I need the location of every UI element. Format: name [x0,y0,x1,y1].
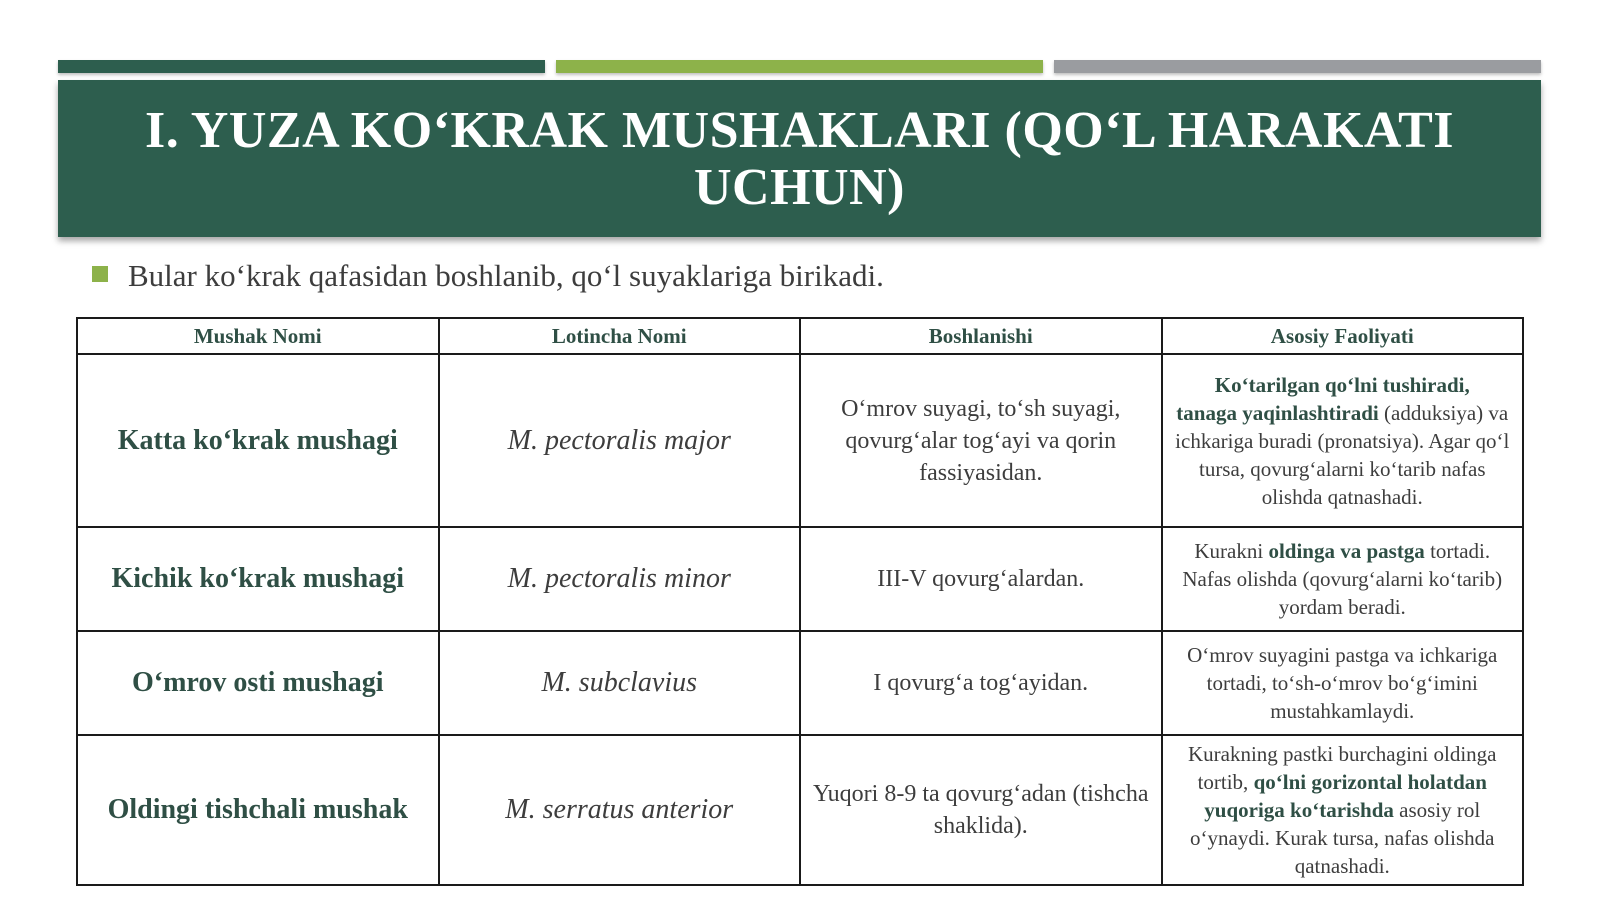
table-row [77,631,1523,735]
function-text: (adduksiya) va ichkariga buradi (pronatsiya). Agar qo‘l tursa, qovurg‘alarni ko‘tarib nafas olishda qatnashadi. [1175,400,1510,509]
accent-bar-dark-green [58,60,545,73]
function-bold: qo‘lni gorizontal holatdan yuqoriga ko‘tarishda [1204,770,1487,822]
origin: Yuqori 8-9 ta qovurg‘adan (tishcha shaklida). [800,735,1162,885]
slide-title: I. YUZA KO‘KRAK MUSHAKLARI (QO‘L HARAKATI UCHUN) [144,101,1455,216]
muscle-name: Kichik ko‘krak mushagi [77,527,439,631]
latin-name: M. serratus anterior [439,735,801,885]
muscle-name: Katta ko‘krak mushagi [77,354,439,527]
latin-name: M. pectoralis major [439,354,801,527]
function [1162,631,1524,735]
function-bold: tanaga yaqinlashtiradi [1176,400,1379,425]
function-text: Kurakni [1194,539,1269,563]
function-bold: Ko‘tarilgan qo‘lni tushiradi, [1214,372,1470,397]
table-row [77,354,1523,527]
origin: O‘mrov suyagi, to‘sh suyagi, qovurg‘alar tog‘ayi va qorin fassiyasidan. [800,354,1162,527]
table-row [77,527,1523,631]
header-muscle-name: Mushak Nomi [77,318,439,354]
origin: I qovurg‘a tog‘ayidan. [800,631,1162,735]
latin-name: M. pectoralis minor [439,527,801,631]
table-header-row [77,318,1523,354]
bullet-text: Bular ko‘krak qafasidan boshlanib, qo‘l suyaklariga birikadi. [128,258,884,293]
function [1162,527,1524,631]
muscle-name: Oldingi tishchali mushak [77,735,439,885]
function-text: Kurakning pastki burchagini oldinga tortib, [1187,742,1497,794]
accent-bar-light-green [556,60,1043,73]
function [1162,735,1524,885]
function [1162,354,1524,527]
bullet-item [92,258,884,294]
header-function: Asosiy Faoliyati [1162,318,1524,354]
origin: III-V qovurg‘alardan. [800,527,1162,631]
bullet-square-icon [92,266,108,282]
function-text: O‘mrov suyagini pastga va ichkariga tortadi, to‘sh-o‘mrov bo‘g‘imini mustahkamlaydi. [1187,643,1498,723]
table-row [77,735,1523,885]
muscle-name: O‘mrov osti mushagi [77,631,439,735]
accent-bar-gray [1054,60,1541,73]
latin-name: M. subclavius [439,631,801,735]
muscles-table [76,317,1524,886]
title-band [58,80,1541,237]
function-bold: oldinga va pastga [1268,539,1425,563]
function-text: tortadi. Nafas olishda (qovurg‘alarni ko‘tarib) yordam beradi. [1182,539,1503,619]
function-text: asosiy rol o‘ynaydi. Kurak tursa, nafas olishda qatnashadi. [1190,798,1495,878]
header-latin-name: Lotincha Nomi [439,318,801,354]
header-origin: Boshlanishi [800,318,1162,354]
